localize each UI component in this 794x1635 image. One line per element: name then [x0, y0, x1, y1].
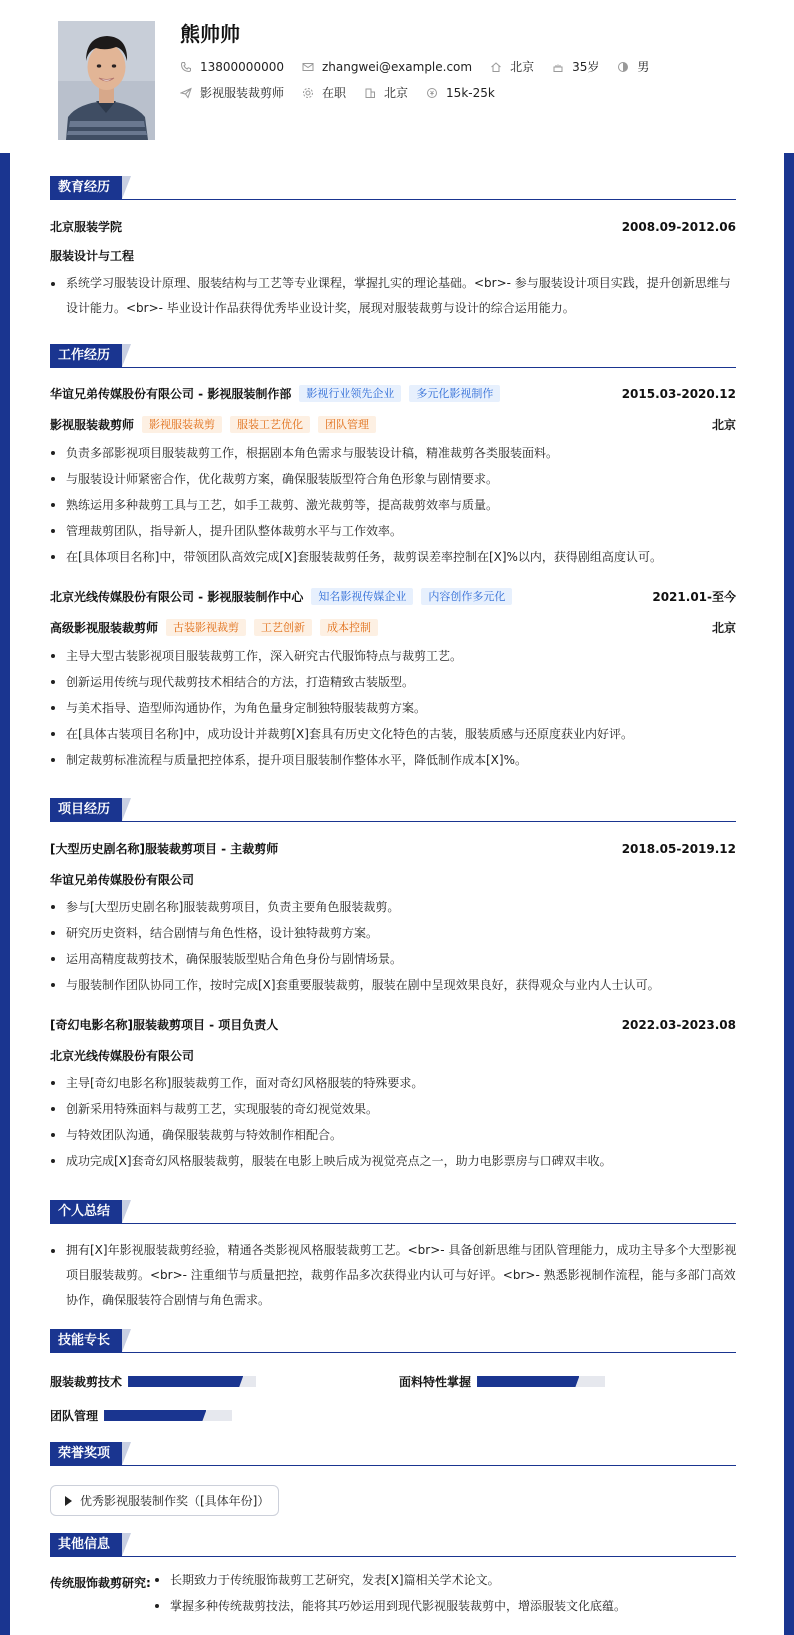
email-text: zhangwei@example.com	[321, 59, 473, 74]
project-1-bullets	[50, 894, 740, 998]
list-item: 与美术指导、造型师沟通协作，为角色量身定制独特服装裁剪方案。	[50, 695, 740, 721]
status-item	[302, 84, 346, 101]
status-gear-icon	[302, 87, 314, 99]
skill-tag: 团队管理	[318, 416, 376, 433]
job-intent-row	[180, 84, 513, 101]
summary-list	[50, 1238, 740, 1313]
position-item	[180, 84, 284, 101]
education-major-row	[50, 247, 736, 264]
company-tag: 影视行业领先企业	[299, 385, 401, 402]
contact-row	[180, 58, 667, 75]
education-period: 2008.09-2012.06	[621, 219, 736, 234]
section-title: 教育经历	[50, 176, 122, 199]
status-text: 在职	[322, 86, 347, 100]
gender-icon	[617, 61, 629, 73]
skill-bar-fill	[104, 1410, 206, 1421]
education-desc	[50, 271, 740, 321]
skill-tag: 工艺创新	[254, 619, 312, 636]
list-item: 与服装设计师紧密合作，优化裁剪方案，确保服装版型符合角色形象与剧情要求。	[50, 466, 740, 492]
section-title: 个人总结	[50, 1200, 122, 1223]
project-period: 2018.05-2019.12	[621, 841, 736, 856]
gender-item	[617, 58, 649, 75]
list-item: 拥有[X]年影视服装裁剪经验，精通各类影视风格服装裁剪工艺。<br>- 具备创新思维与团队管理能力，成功主导多个大型影视项目服装裁剪。<br>- 注重细节与质量把控，裁剪作品多次获得业内认可与好评。<br>- 熟悉影视制作流程，能与多部门高效协作，确保服装符合剧情与角色需求。	[50, 1238, 740, 1313]
list-item: 熟练运用多种裁剪工具与工艺，如手工裁剪、激光裁剪等，提高裁剪效率与质量。	[50, 492, 740, 518]
skill-tag: 古装影视裁剪	[166, 619, 246, 636]
work-title: 影视服装裁剪师	[50, 418, 135, 432]
education-header	[50, 218, 736, 235]
section-education	[50, 176, 736, 200]
age-item	[552, 58, 599, 75]
list-item: 成功完成[X]套奇幻风格服装裁剪，服装在电影上映后成为视觉亮点之一，助力电影票房与口碑双丰收。	[50, 1148, 740, 1174]
phone-text: 13800000000	[200, 59, 284, 74]
list-item: 主导[奇幻电影名称]服装裁剪工作，面对奇幻风格服装的特殊要求。	[50, 1070, 740, 1096]
list-item: 负责多部影视项目服装裁剪工作，根据剧本角色需求与服装设计稿，精准裁剪各类服装面料。	[50, 440, 740, 466]
section-awards	[50, 1442, 736, 1466]
award-text: 优秀影视服装制作奖（[具体年份]）	[80, 1494, 270, 1508]
work-1-bullets	[50, 440, 740, 570]
work-period: 2015.03-2020.12	[621, 386, 736, 401]
target-city-text: 北京	[384, 86, 409, 100]
phone-icon	[180, 61, 192, 73]
skill-name: 面料特性掌握	[399, 1375, 472, 1389]
section-skills	[50, 1329, 736, 1353]
list-item: 运用高精度裁剪技术，确保服装版型贴合角色身份与剧情场景。	[50, 946, 740, 972]
mail-icon	[302, 61, 314, 73]
send-icon	[180, 87, 192, 99]
building-icon	[364, 87, 376, 99]
target-city-item	[364, 84, 408, 101]
money-icon	[426, 87, 438, 99]
candidate-name: 熊帅帅	[180, 22, 240, 46]
work-location: 北京	[711, 418, 736, 432]
project-2-bullets	[50, 1070, 740, 1174]
phone-item	[180, 60, 284, 74]
list-item: 管理裁剪团队，指导新人，提升团队整体裁剪水平与工作效率。	[50, 518, 740, 544]
project-title: [大型历史剧名称]服装裁剪项目 - 主裁剪师	[50, 842, 279, 856]
list-item: 主导大型古装影视项目服装裁剪工作，深入研究古代服饰特点与裁剪工艺。	[50, 643, 740, 669]
school-name: 北京服装学院	[50, 220, 123, 234]
work-period: 2021.01-至今	[652, 590, 736, 604]
award-item[interactable]	[50, 1485, 279, 1516]
position-text: 影视服装裁剪师	[200, 86, 285, 100]
section-summary	[50, 1200, 736, 1224]
project-1-company-row	[50, 871, 736, 888]
list-item: 研究历史资料，结合剧情与角色性格，设计独特裁剪方案。	[50, 920, 740, 946]
gender-text: 男	[637, 60, 650, 74]
work-2-header	[50, 588, 736, 605]
city-item	[490, 58, 534, 75]
list-item: 创新运用传统与现代裁剪技术相结合的方法，打造精致古装版型。	[50, 669, 740, 695]
skill-tag: 影视服装裁剪	[142, 416, 222, 433]
work-company: 北京光线传媒股份有限公司 - 影视服装制作中心	[50, 590, 304, 604]
salary-item	[426, 86, 495, 100]
list-item: 在[具体古装项目名称]中，成功设计并裁剪[X]套具有历史文化特色的古装，服装质感与还原度获业内好评。	[50, 721, 740, 747]
work-1-header	[50, 385, 736, 402]
project-company: 北京光线传媒股份有限公司	[50, 1049, 195, 1063]
work-company: 华谊兄弟传媒股份有限公司 - 影视服装制作部	[50, 387, 292, 401]
section-title: 工作经历	[50, 344, 122, 367]
city-text: 北京	[510, 60, 535, 74]
home-icon	[490, 61, 502, 73]
project-title: [奇幻电影名称]服装裁剪项目 - 项目负责人	[50, 1018, 279, 1032]
company-tag: 多元化影视制作	[409, 385, 500, 402]
section-other	[50, 1533, 736, 1557]
skill-bar	[128, 1376, 256, 1387]
salary-text: 15k-25k	[446, 85, 495, 100]
section-title: 其他信息	[50, 1533, 122, 1556]
list-item: 与服装制作团队协同工作，按时完成[X]套重要服装裁剪，服装在剧中呈现效果良好，获得观众与业内人士认可。	[50, 972, 740, 998]
work-title: 高级影视服装裁剪师	[50, 621, 159, 635]
skill-item	[50, 1373, 256, 1390]
section-title: 技能专长	[50, 1329, 122, 1352]
company-tag: 内容创作多元化	[421, 588, 512, 605]
age-text: 35岁	[572, 60, 600, 74]
list-item: 创新采用特殊面料与裁剪工艺，实现服装的奇幻视觉效果。	[50, 1096, 740, 1122]
company-tag: 知名影视传媒企业	[311, 588, 413, 605]
work-2-bullets	[50, 643, 740, 773]
other-label: 传统服饰裁剪研究:	[50, 1576, 151, 1590]
list-item: 与特效团队沟通，确保服装裁剪与特效制作相配合。	[50, 1122, 740, 1148]
skill-name: 服装裁剪技术	[50, 1375, 123, 1389]
section-title: 项目经历	[50, 798, 122, 821]
skill-bar	[477, 1376, 605, 1387]
skill-tag: 服装工艺优化	[230, 416, 310, 433]
list-item: 掌握多种传统裁剪技法，能将其巧妙运用到现代影视服装裁剪中，增添服装文化底蕴。	[154, 1593, 754, 1619]
section-work	[50, 344, 736, 368]
section-projects	[50, 798, 736, 822]
list-item: 制定裁剪标准流程与质量把控体系，提升项目服装制作整体水平，降低制作成本[X]%。	[50, 747, 740, 773]
project-period: 2022.03-2023.08	[621, 1017, 736, 1032]
expand-triangle-icon	[65, 1496, 72, 1506]
skill-bar-fill	[128, 1376, 243, 1387]
section-title: 荣誉奖项	[50, 1442, 122, 1465]
work-1-title-row	[50, 416, 736, 433]
list-item: 在[具体项目名称]中，带领团队高效完成[X]套服装裁剪任务，裁剪误差率控制在[X]%以内，获得剧组高度认可。	[50, 544, 740, 570]
list-item: 参与[大型历史剧名称]服装裁剪项目，负责主要角色服装裁剪。	[50, 894, 740, 920]
skill-bar-fill	[477, 1376, 579, 1387]
project-1-header	[50, 840, 736, 857]
email-item	[302, 60, 472, 74]
avatar	[58, 21, 155, 140]
skill-item	[399, 1373, 605, 1390]
project-2-company-row	[50, 1047, 736, 1064]
list-item: 系统学习服装设计原理、服装结构与工艺等专业课程，掌握扎实的理论基础。<br>- 参与服装设计项目实践，提升创新思维与设计能力。<br>- 毕业设计作品获得优秀毕业设计奖，展现对服装裁剪与设计的综合运用能力。	[50, 271, 740, 321]
skill-item	[50, 1407, 232, 1424]
skill-bar	[104, 1410, 232, 1421]
skill-tag: 成本控制	[320, 619, 378, 636]
list-item: 长期致力于传统服饰裁剪工艺研究，发表[X]篇相关学术论文。	[154, 1567, 754, 1593]
resume-header	[0, 0, 794, 153]
work-2-title-row	[50, 619, 736, 636]
major: 服装设计与工程	[50, 249, 135, 263]
avatar-portrait	[58, 21, 155, 140]
work-location: 北京	[711, 621, 736, 635]
project-2-header	[50, 1016, 736, 1033]
cake-icon	[552, 61, 564, 73]
other-list	[154, 1567, 754, 1619]
skill-name: 团队管理	[50, 1409, 99, 1423]
project-company: 华谊兄弟传媒股份有限公司	[50, 873, 195, 887]
